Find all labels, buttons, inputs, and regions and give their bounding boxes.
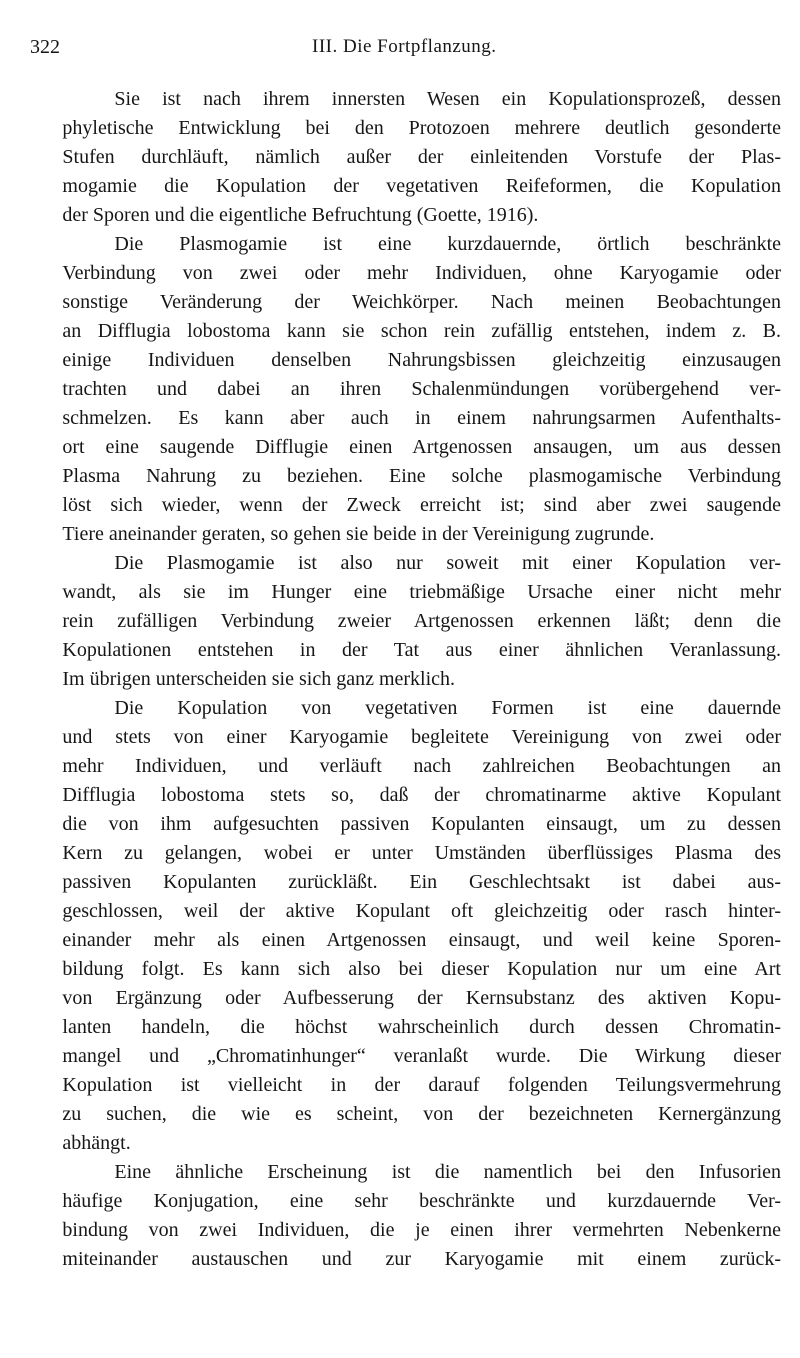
text-line: Die Plasmogamie ist eine kurzdauernde, örtlich beschränkte [114,233,781,255]
text-line: Die Plasmogamie ist also nur soweit mit einer Kopulation ver- [114,552,781,574]
text-line: und stets von einer Karyogamie begleitete Vereinigung von zwei oder [62,726,781,748]
paragraph [24,230,781,549]
text-line: einige Individuen denselben Nahrungsbissen gleichzeitig einzusaugen [62,349,781,371]
paragraph [24,85,781,230]
text-line: Eine ähnliche Erscheinung ist die namentlich bei den Infusorien [114,1161,781,1183]
text-line: bildung folgt. Es kann sich also bei dieser Kopulation nur um eine Art [62,958,781,980]
body-text [24,85,781,1274]
text-line: abhängt. [62,1132,131,1154]
text-line: miteinander austauschen und zur Karyogamie mit einem zurück- [62,1248,781,1270]
text-line: die von ihm aufgesuchten passiven Kopulanten einsaugt, um zu dessen [62,813,781,835]
text-line: Kopulationen entstehen in der Tat aus einer ähnlichen Veranlassung. [62,639,781,661]
text-line: ort eine saugende Difflugie einen Artgenossen ansaugen, um aus dessen [62,436,781,458]
text-line: einander mehr als einen Artgenossen einsaugt, und weil keine Sporen- [62,929,781,951]
text-line: Sie ist nach ihrem innersten Wesen ein Kopulationsprozeß, dessen [114,88,781,110]
text-line: von Ergänzung oder Aufbesserung der Kernsubstanz des aktiven Kopu- [62,987,781,1009]
text-line: trachten und dabei an ihren Schalenmündungen vorübergehend ver- [62,378,781,400]
paragraph [24,694,781,1158]
text-line: zu suchen, die wie es scheint, von der bezeichneten Kernergänzung [62,1103,781,1125]
text-line: rein zufälligen Verbindung zweier Artgenossen erkennen läßt; denn die [62,610,781,632]
page-header [30,36,782,62]
running-head: III. Die Fortpflanzung. [312,36,497,57]
text-line: Verbindung von zwei oder mehr Individuen, ohne Karyogamie oder [62,262,781,284]
text-line: schmelzen. Es kann aber auch in einem nahrungsarmen Aufenthalts- [62,407,781,429]
text-line: mogamie die Kopulation der vegetativen Reifeformen, die Kopulation [62,175,781,197]
text-line: Plasma Nahrung zu beziehen. Eine solche plasmogamische Verbindung [62,465,781,487]
text-line: Kopulation ist vielleicht in der darauf folgenden Teilungsvermehrung [62,1074,781,1096]
page-number: 322 [30,36,60,58]
text-line: geschlossen, weil der aktive Kopulant oft gleichzeitig oder rasch hinter- [62,900,781,922]
text-line: Im übrigen unterscheiden sie sich ganz merklich. [62,668,456,690]
text-line: der Sporen und die eigentliche Befruchtung (Goette, 1916). [62,204,539,226]
text-line: Tiere aneinander geraten, so gehen sie beide in der Vereinigung zugrunde. [62,523,655,545]
text-line: passiven Kopulanten zurückläßt. Ein Geschlechtsakt ist dabei aus- [62,871,781,893]
paragraph [24,1158,781,1274]
text-line: Difflugia lobostoma stets so, daß der chromatinarme aktive Kopulant [62,784,781,806]
text-line: sonstige Veränderung der Weichkörper. Nach meinen Beobachtungen [62,291,781,313]
text-line: häufige Konjugation, eine sehr beschränkte und kurzdauernde Ver- [62,1190,781,1212]
text-line: mangel und „Chromatinhunger“ veranlaßt wurde. Die Wirkung dieser [62,1045,781,1067]
text-line: lanten handeln, die höchst wahrscheinlich durch dessen Chromatin- [62,1016,781,1038]
text-line: bindung von zwei Individuen, die je einen ihrer vermehrten Nebenkerne [62,1219,781,1241]
text-line: mehr Individuen, und verläuft nach zahlreichen Beobachtungen an [62,755,781,777]
text-line: phyletische Entwicklung bei den Protozoen mehrere deutlich gesonderte [62,117,781,139]
text-line: wandt, als sie im Hunger eine triebmäßige Ursache einer nicht mehr [62,581,781,603]
paragraph [24,549,781,694]
text-line: an Difflugia lobostoma kann sie schon rein zufällig entstehen, indem z. B. [62,320,781,342]
text-line: Die Kopulation von vegetativen Formen ist eine dauernde [114,697,781,719]
text-line: Kern zu gelangen, wobei er unter Umständen überflüssiges Plasma des [62,842,781,864]
text-line: Stufen durchläuft, nämlich außer der einleitenden Vorstufe der Plas- [62,146,781,168]
text-line: löst sich wieder, wenn der Zweck erreicht ist; sind aber zwei saugende [62,494,781,516]
